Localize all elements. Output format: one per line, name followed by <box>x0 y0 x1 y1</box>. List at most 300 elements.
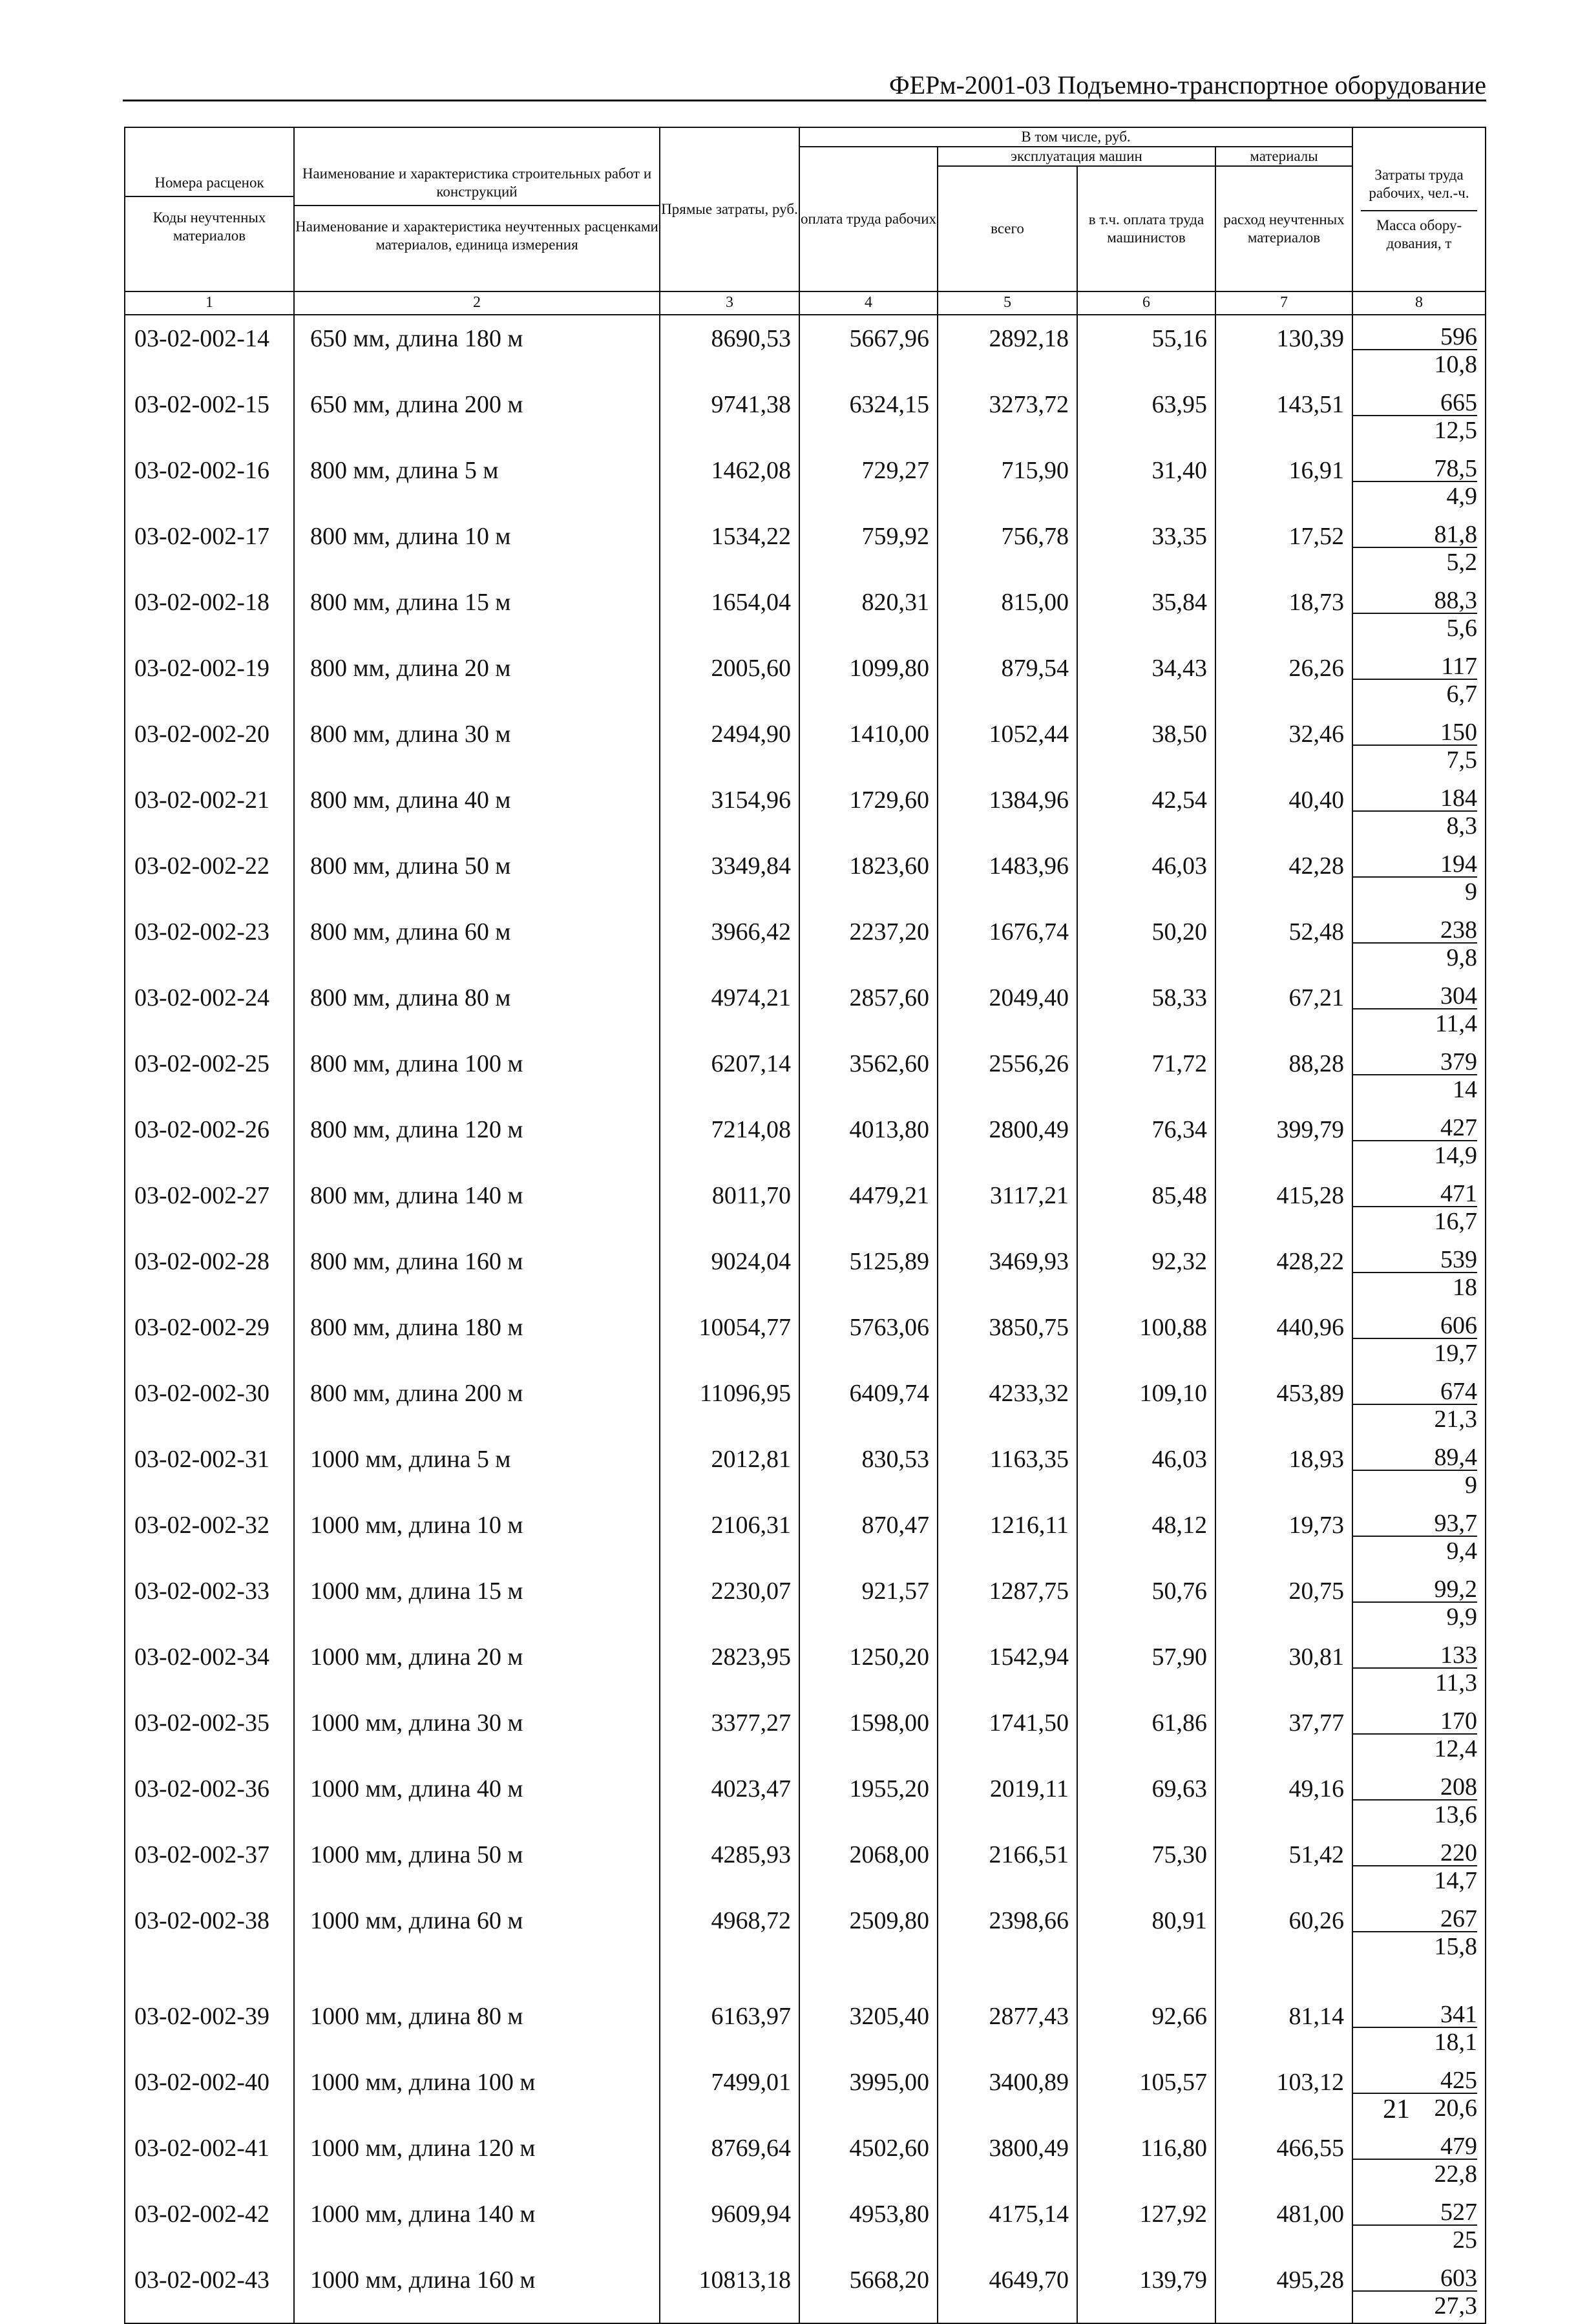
column-number: 4 <box>799 291 938 315</box>
materials-cost: 130,39 <box>1215 315 1352 381</box>
header-col1-top: Номера расценок <box>125 174 293 197</box>
labor-mass-cell <box>1352 711 1486 777</box>
materials-cost: 481,00 <box>1215 2191 1352 2257</box>
labor-hours: 674 <box>1353 1379 1477 1405</box>
workers-wages: 830,53 <box>799 1436 938 1502</box>
work-description: 1000 мм, длина 15 м <box>294 1568 660 1634</box>
labor-hours: 170 <box>1353 1709 1477 1735</box>
work-description: 1000 мм, длина 100 м <box>294 2059 660 2125</box>
labor-mass-cell <box>1352 1897 1486 1993</box>
title-rule <box>123 100 1486 101</box>
machine-cost-total: 1052,44 <box>938 711 1077 777</box>
rate-code: 03-02-002-37 <box>125 1832 294 1897</box>
machinist-wages: 50,20 <box>1077 909 1215 975</box>
work-description: 1000 мм, длина 5 м <box>294 1436 660 1502</box>
table-row <box>125 381 1486 447</box>
direct-cost: 9741,38 <box>660 381 799 447</box>
labor-hours: 89,4 <box>1353 1445 1477 1471</box>
rate-code: 03-02-002-20 <box>125 711 294 777</box>
machine-cost-total: 815,00 <box>938 579 1077 645</box>
rate-code: 03-02-002-23 <box>125 909 294 975</box>
labor-mass-cell <box>1352 1304 1486 1370</box>
materials-cost: 415,28 <box>1215 1172 1352 1238</box>
labor-mass-cell <box>1352 1832 1486 1897</box>
rate-code: 03-02-002-32 <box>125 1502 294 1568</box>
workers-wages: 1955,20 <box>799 1766 938 1832</box>
labor-mass-cell <box>1352 1634 1486 1700</box>
direct-cost: 3349,84 <box>660 843 799 909</box>
labor-mass-cell <box>1352 1502 1486 1568</box>
table-row <box>125 315 1486 381</box>
rate-code: 03-02-002-42 <box>125 2191 294 2257</box>
workers-wages: 4953,80 <box>799 2191 938 2257</box>
rate-code: 03-02-002-34 <box>125 1634 294 1700</box>
materials-cost: 51,42 <box>1215 1832 1352 1897</box>
table-row <box>125 2191 1486 2257</box>
header-col8-bottom: Масса обору-дования, т <box>1361 210 1477 253</box>
rate-code: 03-02-002-29 <box>125 1304 294 1370</box>
machine-cost-total: 2800,49 <box>938 1106 1077 1172</box>
machinist-wages: 46,03 <box>1077 1436 1215 1502</box>
materials-cost: 52,48 <box>1215 909 1352 975</box>
rate-code: 03-02-002-19 <box>125 645 294 711</box>
work-description: 1000 мм, длина 60 м <box>294 1897 660 1993</box>
labor-hours: 665 <box>1353 390 1477 416</box>
labor-mass-cell <box>1352 2059 1486 2125</box>
header-col2 <box>294 127 660 291</box>
labor-mass-cell <box>1352 513 1486 579</box>
rate-code: 03-02-002-36 <box>125 1766 294 1832</box>
column-number: 5 <box>938 291 1077 315</box>
machine-cost-total: 2398,66 <box>938 1897 1077 1993</box>
table-row <box>125 1304 1486 1370</box>
direct-cost: 1654,04 <box>660 579 799 645</box>
machinist-wages: 100,88 <box>1077 1304 1215 1370</box>
table-row <box>125 1832 1486 1897</box>
work-description: 800 мм, длина 180 м <box>294 1304 660 1370</box>
workers-wages: 5667,96 <box>799 315 938 381</box>
workers-wages: 1823,60 <box>799 843 938 909</box>
equipment-mass: 11,3 <box>1435 1669 1478 1697</box>
labor-hours: 220 <box>1353 1841 1477 1866</box>
equipment-mass: 9 <box>1465 878 1478 906</box>
table-row <box>125 579 1486 645</box>
workers-wages: 729,27 <box>799 447 938 513</box>
direct-cost: 11096,95 <box>660 1370 799 1436</box>
materials-cost: 399,79 <box>1215 1106 1352 1172</box>
machine-cost-total: 3469,93 <box>938 1238 1077 1304</box>
machine-cost-total: 3273,72 <box>938 381 1077 447</box>
direct-cost: 8769,64 <box>660 2125 799 2191</box>
machinist-wages: 85,48 <box>1077 1172 1215 1238</box>
machinist-wages: 105,57 <box>1077 2059 1215 2125</box>
labor-mass-cell <box>1352 645 1486 711</box>
table-header <box>125 127 1486 315</box>
machine-cost-total: 3400,89 <box>938 2059 1077 2125</box>
work-description: 1000 мм, длина 20 м <box>294 1634 660 1700</box>
direct-cost: 8011,70 <box>660 1172 799 1238</box>
workers-wages: 4479,21 <box>799 1172 938 1238</box>
work-description: 800 мм, длина 60 м <box>294 909 660 975</box>
machine-cost-total: 1741,50 <box>938 1700 1077 1766</box>
materials-cost: 81,14 <box>1215 1993 1352 2059</box>
table-row <box>125 1568 1486 1634</box>
table-row <box>125 1634 1486 1700</box>
labor-hours: 603 <box>1353 2266 1477 2292</box>
column-number: 6 <box>1077 291 1215 315</box>
work-description: 650 мм, длина 200 м <box>294 381 660 447</box>
direct-cost: 4968,72 <box>660 1897 799 1993</box>
machine-cost-total: 3850,75 <box>938 1304 1077 1370</box>
table-row <box>125 2059 1486 2125</box>
labor-mass-cell <box>1352 2191 1486 2257</box>
materials-cost: 495,28 <box>1215 2257 1352 2323</box>
table-row <box>125 1993 1486 2059</box>
workers-wages: 2857,60 <box>799 975 938 1041</box>
column-number: 8 <box>1352 291 1486 315</box>
materials-cost: 49,16 <box>1215 1766 1352 1832</box>
work-description: 800 мм, длина 30 м <box>294 711 660 777</box>
materials-cost: 88,28 <box>1215 1041 1352 1106</box>
materials-cost: 32,46 <box>1215 711 1352 777</box>
header-col2-top: Наименование и характеристика строительных работ и конструкций <box>295 165 659 206</box>
direct-cost: 2005,60 <box>660 645 799 711</box>
workers-wages: 3562,60 <box>799 1041 938 1106</box>
rate-code: 03-02-002-17 <box>125 513 294 579</box>
equipment-mass: 14,9 <box>1434 1142 1478 1170</box>
header-col5: всего <box>938 166 1077 291</box>
equipment-mass: 5,2 <box>1446 549 1478 576</box>
equipment-mass: 19,7 <box>1434 1340 1478 1368</box>
labor-hours: 184 <box>1353 786 1477 812</box>
equipment-mass: 21,3 <box>1434 1406 1478 1433</box>
labor-hours: 596 <box>1353 324 1477 350</box>
machine-cost-total: 1287,75 <box>938 1568 1077 1634</box>
header-col1-bottom: Коды неучтенных материалов <box>152 209 266 244</box>
work-description: 800 мм, длина 80 м <box>294 975 660 1041</box>
table-row <box>125 1766 1486 1832</box>
labor-mass-cell <box>1352 1041 1486 1106</box>
rate-code: 03-02-002-41 <box>125 2125 294 2191</box>
table-row <box>125 1172 1486 1238</box>
work-description: 1000 мм, длина 140 м <box>294 2191 660 2257</box>
direct-cost: 6163,97 <box>660 1993 799 2059</box>
rate-code: 03-02-002-25 <box>125 1041 294 1106</box>
table-row <box>125 2125 1486 2191</box>
labor-hours: 88,3 <box>1353 588 1477 614</box>
materials-cost: 19,73 <box>1215 1502 1352 1568</box>
equipment-mass: 20,6 <box>1434 2095 1478 2122</box>
labor-mass-cell <box>1352 777 1486 843</box>
labor-mass-cell <box>1352 315 1486 381</box>
labor-hours: 238 <box>1353 918 1477 944</box>
labor-mass-cell <box>1352 2257 1486 2323</box>
machine-cost-total: 3117,21 <box>938 1172 1077 1238</box>
labor-hours: 379 <box>1353 1050 1477 1075</box>
table-row <box>125 645 1486 711</box>
direct-cost: 4023,47 <box>660 1766 799 1832</box>
machine-cost-total: 1676,74 <box>938 909 1077 975</box>
labor-hours: 78,5 <box>1353 456 1477 482</box>
equipment-mass: 9,8 <box>1446 944 1478 972</box>
direct-cost: 2012,81 <box>660 1436 799 1502</box>
table-row <box>125 1700 1486 1766</box>
table-body <box>125 315 1486 2323</box>
equipment-mass: 8,3 <box>1446 812 1478 840</box>
column-number: 7 <box>1215 291 1352 315</box>
direct-cost: 10054,77 <box>660 1304 799 1370</box>
machine-cost-total: 3800,49 <box>938 2125 1077 2191</box>
labor-hours: 267 <box>1353 1907 1477 1932</box>
workers-wages: 5125,89 <box>799 1238 938 1304</box>
work-description: 1000 мм, длина 10 м <box>294 1502 660 1568</box>
machinist-wages: 38,50 <box>1077 711 1215 777</box>
direct-cost: 1462,08 <box>660 447 799 513</box>
work-description: 1000 мм, длина 160 м <box>294 2257 660 2323</box>
equipment-mass: 10,8 <box>1434 351 1478 379</box>
page-number: 21 <box>1383 2095 1410 2124</box>
materials-cost: 16,91 <box>1215 447 1352 513</box>
workers-wages: 2237,20 <box>799 909 938 975</box>
labor-mass-cell <box>1352 1568 1486 1634</box>
labor-mass-cell <box>1352 975 1486 1041</box>
workers-wages: 2068,00 <box>799 1832 938 1897</box>
labor-hours: 117 <box>1353 654 1477 680</box>
machinist-wages: 50,76 <box>1077 1568 1215 1634</box>
materials-cost: 20,75 <box>1215 1568 1352 1634</box>
rate-code: 03-02-002-31 <box>125 1436 294 1502</box>
direct-cost: 7214,08 <box>660 1106 799 1172</box>
materials-cost: 67,21 <box>1215 975 1352 1041</box>
equipment-mass: 12,5 <box>1434 417 1478 445</box>
rate-code: 03-02-002-39 <box>125 1993 294 2059</box>
work-description: 1000 мм, длина 50 м <box>294 1832 660 1897</box>
equipment-mass: 18,1 <box>1434 2029 1478 2056</box>
direct-cost: 3377,27 <box>660 1700 799 1766</box>
machine-cost-total: 1216,11 <box>938 1502 1077 1568</box>
labor-hours: 471 <box>1353 1181 1477 1207</box>
direct-cost: 3966,42 <box>660 909 799 975</box>
machinist-wages: 139,79 <box>1077 2257 1215 2323</box>
work-description: 800 мм, длина 20 м <box>294 645 660 711</box>
machinist-wages: 42,54 <box>1077 777 1215 843</box>
column-number: 2 <box>294 291 660 315</box>
materials-cost: 103,12 <box>1215 2059 1352 2125</box>
machinist-wages: 61,86 <box>1077 1700 1215 1766</box>
machinist-wages: 63,95 <box>1077 381 1215 447</box>
workers-wages: 921,57 <box>799 1568 938 1634</box>
labor-hours: 304 <box>1353 984 1477 1009</box>
labor-mass-cell <box>1352 2125 1486 2191</box>
direct-cost: 9024,04 <box>660 1238 799 1304</box>
equipment-mass: 6,7 <box>1446 681 1478 708</box>
table-row <box>125 1106 1486 1172</box>
machine-cost-total: 2049,40 <box>938 975 1077 1041</box>
direct-cost: 2494,90 <box>660 711 799 777</box>
machinist-wages: 34,43 <box>1077 645 1215 711</box>
machine-cost-total: 1384,96 <box>938 777 1077 843</box>
workers-wages: 3205,40 <box>799 1993 938 2059</box>
labor-hours: 93,7 <box>1353 1511 1477 1537</box>
price-table <box>124 127 1486 2324</box>
labor-hours: 194 <box>1353 852 1477 878</box>
machinist-wages: 76,34 <box>1077 1106 1215 1172</box>
workers-wages: 6324,15 <box>799 381 938 447</box>
labor-mass-cell <box>1352 1436 1486 1502</box>
machine-cost-total: 4649,70 <box>938 2257 1077 2323</box>
labor-mass-cell <box>1352 1993 1486 2059</box>
workers-wages: 1250,20 <box>799 1634 938 1700</box>
rate-code: 03-02-002-26 <box>125 1106 294 1172</box>
equipment-mass: 9,4 <box>1446 1537 1478 1565</box>
header-col3: Прямые затраты, руб. <box>660 127 799 291</box>
labor-hours: 606 <box>1353 1313 1477 1339</box>
machinist-wages: 80,91 <box>1077 1897 1215 1993</box>
direct-cost: 4974,21 <box>660 975 799 1041</box>
labor-hours: 208 <box>1353 1775 1477 1801</box>
machine-cost-total: 2556,26 <box>938 1041 1077 1106</box>
machinist-wages: 46,03 <box>1077 843 1215 909</box>
direct-cost: 4285,93 <box>660 1832 799 1897</box>
materials-cost: 30,81 <box>1215 1634 1352 1700</box>
workers-wages: 5763,06 <box>799 1304 938 1370</box>
workers-wages: 2509,80 <box>799 1897 938 1993</box>
header-col1 <box>125 127 294 291</box>
column-number-row <box>125 291 1486 315</box>
equipment-mass: 13,6 <box>1434 1801 1478 1829</box>
machine-cost-total: 2892,18 <box>938 315 1077 381</box>
machinist-wages: 116,80 <box>1077 2125 1215 2191</box>
equipment-mass: 14 <box>1453 1076 1478 1104</box>
materials-cost: 42,28 <box>1215 843 1352 909</box>
workers-wages: 4502,60 <box>799 2125 938 2191</box>
machinist-wages: 58,33 <box>1077 975 1215 1041</box>
work-description: 800 мм, длина 50 м <box>294 843 660 909</box>
machine-cost-total: 2877,43 <box>938 1993 1077 2059</box>
materials-cost: 440,96 <box>1215 1304 1352 1370</box>
equipment-mass: 11,4 <box>1435 1010 1478 1038</box>
direct-cost: 2823,95 <box>660 1634 799 1700</box>
equipment-mass: 18 <box>1453 1274 1478 1302</box>
labor-hours: 150 <box>1353 720 1477 746</box>
labor-mass-cell <box>1352 843 1486 909</box>
direct-cost: 10813,18 <box>660 2257 799 2323</box>
direct-cost: 9609,94 <box>660 2191 799 2257</box>
work-description: 800 мм, длина 160 м <box>294 1238 660 1304</box>
machinist-wages: 35,84 <box>1077 579 1215 645</box>
machine-cost-total: 4175,14 <box>938 2191 1077 2257</box>
machinist-wages: 33,35 <box>1077 513 1215 579</box>
machinist-wages: 109,10 <box>1077 1370 1215 1436</box>
rate-code: 03-02-002-28 <box>125 1238 294 1304</box>
machinist-wages: 75,30 <box>1077 1832 1215 1897</box>
workers-wages: 5668,20 <box>799 2257 938 2323</box>
table-row <box>125 777 1486 843</box>
equipment-mass: 7,5 <box>1446 746 1478 774</box>
machine-cost-total: 715,90 <box>938 447 1077 513</box>
rate-code: 03-02-002-40 <box>125 2059 294 2125</box>
workers-wages: 3995,00 <box>799 2059 938 2125</box>
direct-cost: 2230,07 <box>660 1568 799 1634</box>
header-col8-top: Затраты труда рабочих, чел.-ч. <box>1369 166 1469 201</box>
materials-cost: 18,93 <box>1215 1436 1352 1502</box>
work-description: 1000 мм, длина 120 м <box>294 2125 660 2191</box>
table-row <box>125 1436 1486 1502</box>
workers-wages: 759,92 <box>799 513 938 579</box>
labor-mass-cell <box>1352 1370 1486 1436</box>
rate-code: 03-02-002-38 <box>125 1897 294 1993</box>
labor-mass-cell <box>1352 381 1486 447</box>
header-subgroup-materials: материалы <box>1215 147 1352 166</box>
machinist-wages: 127,92 <box>1077 2191 1215 2257</box>
machine-cost-total: 1542,94 <box>938 1634 1077 1700</box>
materials-cost: 18,73 <box>1215 579 1352 645</box>
table-row <box>125 711 1486 777</box>
machinist-wages: 69,63 <box>1077 1766 1215 1832</box>
direct-cost: 1534,22 <box>660 513 799 579</box>
labor-mass-cell <box>1352 579 1486 645</box>
materials-cost: 428,22 <box>1215 1238 1352 1304</box>
labor-mass-cell <box>1352 1700 1486 1766</box>
labor-mass-cell <box>1352 1172 1486 1238</box>
work-description: 800 мм, длина 140 м <box>294 1172 660 1238</box>
machinist-wages: 92,32 <box>1077 1238 1215 1304</box>
equipment-mass: 14,7 <box>1434 1867 1478 1895</box>
labor-mass-cell <box>1352 1106 1486 1172</box>
table-row <box>125 1502 1486 1568</box>
workers-wages: 6409,74 <box>799 1370 938 1436</box>
labor-mass-cell <box>1352 1766 1486 1832</box>
equipment-mass: 22,8 <box>1434 2160 1478 2188</box>
labor-hours: 341 <box>1353 2002 1477 2028</box>
machine-cost-total: 4233,32 <box>938 1370 1077 1436</box>
materials-cost: 40,40 <box>1215 777 1352 843</box>
work-description: 800 мм, длина 100 м <box>294 1041 660 1106</box>
work-description: 800 мм, длина 15 м <box>294 579 660 645</box>
workers-wages: 870,47 <box>799 1502 938 1568</box>
direct-cost: 8690,53 <box>660 315 799 381</box>
machine-cost-total: 1163,35 <box>938 1436 1077 1502</box>
rate-code: 03-02-002-16 <box>125 447 294 513</box>
labor-mass-cell <box>1352 1238 1486 1304</box>
labor-hours: 539 <box>1353 1247 1477 1273</box>
table-row <box>125 1238 1486 1304</box>
labor-hours: 479 <box>1353 2134 1477 2160</box>
equipment-mass: 9,9 <box>1446 1603 1478 1631</box>
equipment-mass: 16,7 <box>1434 1208 1478 1236</box>
header-subgroup-machines: эксплуатация машин <box>938 147 1215 166</box>
work-description: 650 мм, длина 180 м <box>294 315 660 381</box>
machinist-wages: 48,12 <box>1077 1502 1215 1568</box>
rate-code: 03-02-002-30 <box>125 1370 294 1436</box>
rate-code: 03-02-002-15 <box>125 381 294 447</box>
workers-wages: 1598,00 <box>799 1700 938 1766</box>
table-row <box>125 1897 1486 1993</box>
table-row <box>125 843 1486 909</box>
labor-mass-cell <box>1352 909 1486 975</box>
materials-cost: 466,55 <box>1215 2125 1352 2191</box>
rate-code: 03-02-002-35 <box>125 1700 294 1766</box>
workers-wages: 1729,60 <box>799 777 938 843</box>
machinist-wages: 92,66 <box>1077 1993 1215 2059</box>
work-description: 1000 мм, длина 80 м <box>294 1993 660 2059</box>
rate-code: 03-02-002-22 <box>125 843 294 909</box>
machine-cost-total: 879,54 <box>938 645 1077 711</box>
direct-cost: 2106,31 <box>660 1502 799 1568</box>
labor-hours: 427 <box>1353 1115 1477 1141</box>
equipment-mass: 15,8 <box>1434 1933 1478 1961</box>
labor-hours: 527 <box>1353 2200 1477 2226</box>
